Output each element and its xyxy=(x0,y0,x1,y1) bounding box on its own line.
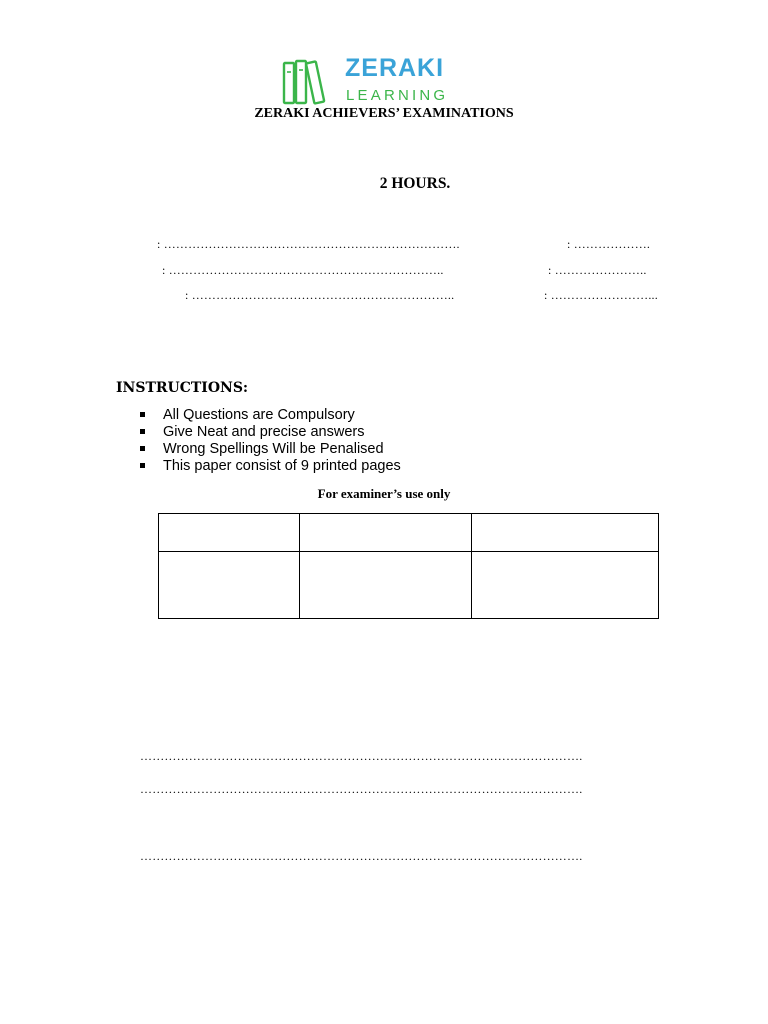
examiner-caption: For examiner’s use only xyxy=(317,486,451,501)
instruction-item: Wrong Spellings Will be Penalised xyxy=(140,441,401,458)
instruction-item: Give Neat and precise answers xyxy=(140,424,401,441)
examiner-score-table xyxy=(158,513,659,619)
score-table-header-cell xyxy=(159,514,300,552)
score-table-header-cell xyxy=(300,514,472,552)
answer-line[interactable]: ………………………………………………………………………………………………. xyxy=(140,782,583,796)
candidate-field-1-right[interactable]: : ………………. xyxy=(567,237,651,251)
candidate-field-2-right[interactable]: : ………………….. xyxy=(548,263,647,277)
score-table-cell[interactable] xyxy=(472,552,659,619)
instruction-item: This paper consist of 9 printed pages xyxy=(140,458,401,475)
exam-duration: 2 HOURS. xyxy=(379,175,451,192)
instruction-item: All Questions are Compulsory xyxy=(140,407,401,424)
exam-title: ZERAKI ACHIEVERS’ EXAMINATIONS xyxy=(254,106,514,121)
candidate-field-1-left[interactable]: : ………………………………………………………………. xyxy=(157,237,460,251)
logo-subtitle: LEARNING xyxy=(346,87,449,104)
answer-line[interactable]: ………………………………………………………………………………………………. xyxy=(140,849,583,863)
candidate-field-2-left[interactable]: : ………………………………………………………….. xyxy=(162,263,444,277)
instructions-list xyxy=(140,407,401,475)
logo-wordmark: ZERAKI xyxy=(345,54,445,82)
candidate-field-3-left[interactable]: : ……………………………………………………….. xyxy=(185,288,455,302)
score-table-cell[interactable] xyxy=(300,552,472,619)
score-table-header-cell xyxy=(472,514,659,552)
answer-line[interactable]: ………………………………………………………………………………………………. xyxy=(140,749,583,763)
books-icon xyxy=(281,58,337,106)
score-table-cell[interactable] xyxy=(159,552,300,619)
candidate-field-3-right[interactable]: : ……………………... xyxy=(544,288,658,302)
instructions-heading: INSTRUCTIONS: xyxy=(116,380,249,396)
